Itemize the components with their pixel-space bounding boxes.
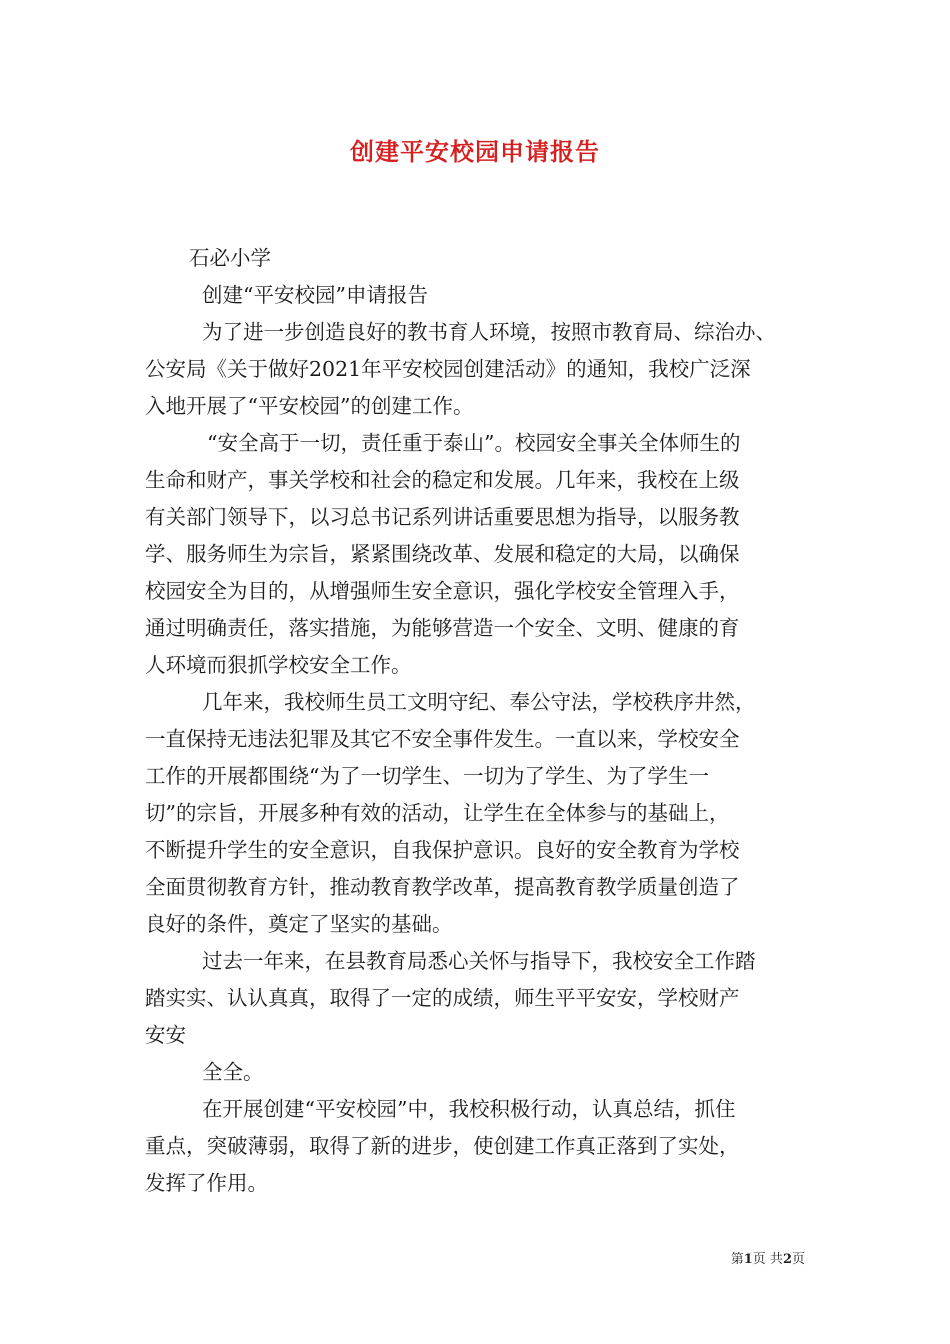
page-middle-text: 页 共 bbox=[752, 1252, 783, 1267]
paragraph-2-line-4: 学、服务师生为宗旨，紧紧围绕改革、发展和稳定的大局，以确保 bbox=[145, 542, 740, 566]
page-suffix: 页 bbox=[791, 1252, 805, 1267]
paragraph-2-line-7: 人环境而狠抓学校安全工作。 bbox=[145, 653, 412, 677]
paragraph-1-line-2: 公安局《关于做好2021年平安校园创建活动》的通知，我校广泛深 bbox=[145, 357, 751, 381]
paragraph-3-line-6: 全面贯彻教育方针，推动教育教学改革，提高教育教学质量创造了 bbox=[145, 875, 740, 899]
subtitle-line: 创建“平安校园”申请报告 bbox=[202, 283, 428, 307]
document-body bbox=[145, 240, 807, 1202]
paragraph-1-line-1: 为了进一步创造良好的教书育人环境，按照市教育局、综治办、 bbox=[202, 320, 776, 344]
paragraph-2-line-5: 校园安全为目的，从增强师生安全意识，强化学校安全管理入手， bbox=[145, 579, 740, 603]
paragraph-3-line-2: 一直保持无违法犯罪及其它不安全事件发生。一直以来，学校安全 bbox=[145, 727, 740, 751]
paragraph-4-line-2: 踏实实、认认真真，取得了一定的成绩，师生平平安安，学校财产 bbox=[145, 986, 740, 1010]
paragraph-5-line-2: 重点，突破薄弱，取得了新的进步，使创建工作真正落到了实处， bbox=[145, 1134, 740, 1158]
current-page-number: 1 bbox=[743, 1252, 753, 1267]
paragraph-4-line-3: 安安 bbox=[145, 1023, 186, 1047]
total-page-number: 2 bbox=[782, 1252, 792, 1267]
paragraph-2-line-3: 有关部门领导下，以习总书记系列讲话重要思想为指导，以服务教 bbox=[145, 505, 740, 529]
paragraph-2-line-2: 生命和财产，事关学校和社会的稳定和发展。几年来，我校在上级 bbox=[145, 468, 740, 492]
paragraph-3-line-5: 不断提升学生的安全意识，自我保护意识。良好的安全教育为学校 bbox=[145, 838, 740, 862]
document-title: 创建平安校园申请报告 bbox=[350, 137, 600, 166]
paragraph-3-line-1: 几年来，我校师生员工文明守纪、奉公守法，学校秩序井然， bbox=[202, 690, 756, 714]
page-prefix: 第 bbox=[730, 1252, 744, 1267]
paragraph-2-line-6: 通过明确责任，落实措施，为能够营造一个安全、文明、健康的育 bbox=[145, 616, 740, 640]
school-name-line: 石必小学 bbox=[189, 246, 271, 270]
page-number-footer bbox=[731, 1248, 805, 1267]
paragraph-4-line-1: 过去一年来，在县教育局悉心关怀与指导下，我校安全工作踏 bbox=[202, 949, 756, 973]
paragraph-1-line-3: 入地开展了“平安校园”的创建工作。 bbox=[145, 394, 474, 418]
paragraph-3-line-3: 工作的开展都围绕“为了一切学生、一切为了学生、为了学生一 bbox=[145, 764, 709, 788]
paragraph-4-line-4: 全全。 bbox=[202, 1060, 264, 1084]
paragraph-5-line-3: 发挥了作用。 bbox=[145, 1171, 268, 1195]
paragraph-3-line-4: 切”的宗旨，开展多种有效的活动，让学生在全体参与的基础上， bbox=[145, 801, 730, 825]
paragraph-3-line-7: 良好的条件，奠定了坚实的基础。 bbox=[145, 912, 453, 936]
paragraph-2-line-1: “安全高于一切，责任重于泰山”。校园安全事关全体师生的 bbox=[207, 431, 741, 455]
paragraph-5-line-1: 在开展创建“平安校园”中，我校积极行动，认真总结，抓住 bbox=[202, 1097, 736, 1121]
